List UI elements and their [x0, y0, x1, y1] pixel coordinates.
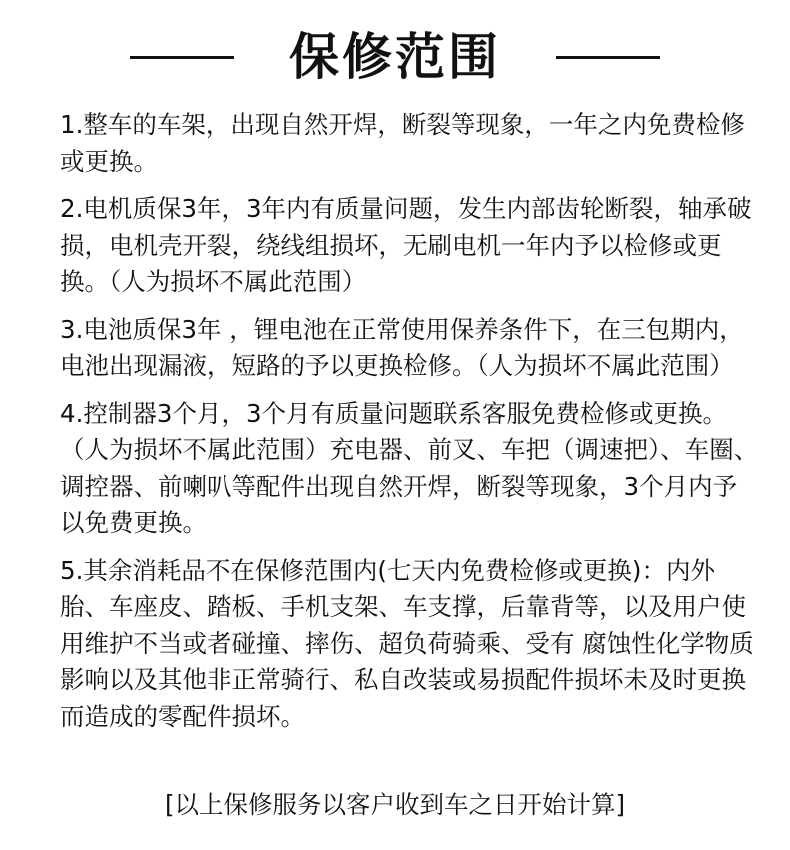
warranty-terms-list — [60, 107, 760, 735]
warranty-term-consumables: 5.其余消耗品不在保修范围内(七天内免费检修或更换)：内外胎、车座皮、踏板、手机支架、车支撑，后靠背等，以及用户使用维护不当或者碰撞、摔伤、超负荷骑乘、受有 腐蚀性化学物质影响以及其他非正常骑行、私自改装或易损配件损坏未及时更换而造成的零配件损坏。 — [60, 555, 754, 731]
footer-note: [以上保修服务以客户收到车之日开始计算] — [164, 790, 626, 819]
title-divider-right — [556, 56, 660, 59]
warranty-term-battery: 3.电池质保3年 ，锂电池在正常使用保养条件下，在三包期内，电池出现漏液，短路的予以更换检修。（人为损坏不属此范围） — [60, 314, 744, 380]
warranty-term-controller: 4.控制器3个月，3个月有质量问题联系客服免费检修或更换。（人为损坏不属此范围）充电器、前叉、车把（调速把）、车圈、调控器、前喇叭等配件出现自然开焊，断裂等现象，3个月内予以免费更换。 — [60, 398, 759, 537]
title-row — [0, 22, 790, 92]
warranty-term-frame: 1.整车的车架，出现自然开焊，断裂等现象，一年之内免费检修或更换。 — [60, 110, 745, 176]
warranty-term-motor: 2.电机质保3年，3年内有质量问题，发生内部齿轮断裂，轴承破损，电机壳开裂，绕线组损坏，无刷电机一年内予以检修或更换。（人为损坏不属此范围） — [60, 194, 752, 296]
page-title: 保修范围 — [289, 28, 501, 86]
